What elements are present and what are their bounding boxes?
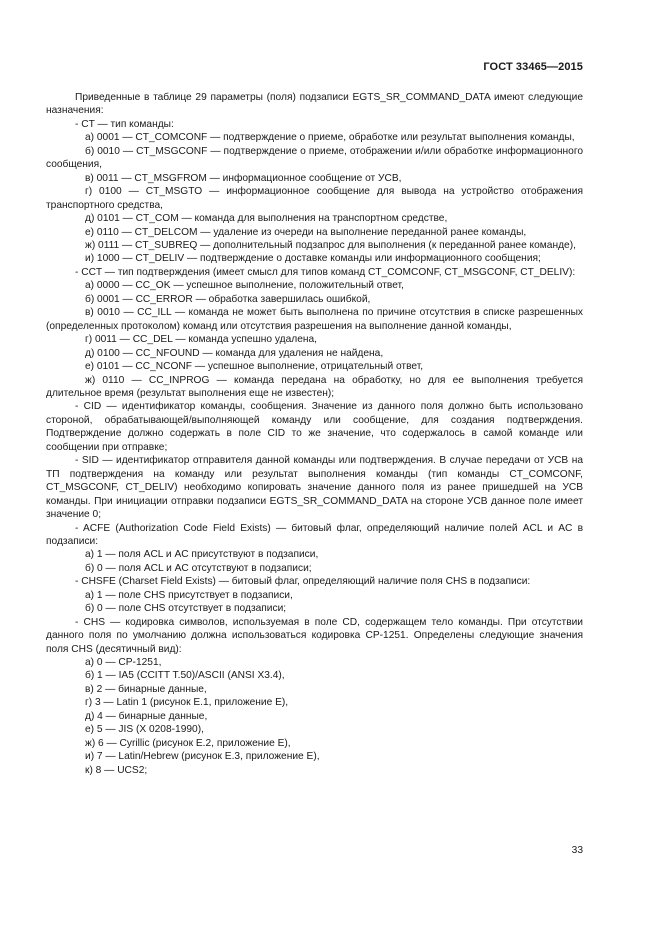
paragraph: г) 3 — Latin 1 (рисунок Е.1, приложение Е), (85, 697, 289, 709)
paragraph: е) 5 — JIS (X 0208-1990), (85, 724, 204, 736)
paragraph: - CCT — тип подтверждения (имеет смысл для типов команд CT_COMCONF, CT_MSGCONF, CT_DELIV): (75, 266, 576, 278)
paragraph: - SID — идентификатор отправителя данной команды или подтверждения. В случае передачи от УСВ на ТП подтверждения на команду или результат выполнения команды (тип команды CT_COMCONF, CT_MSGCONF, CT_DELIV) необходимо копировать значение данного поля из ранее пришедшей на УСВ команды. При инициации отправки подзаписи EGTS_SR_COMMAND_DATA на стороне УСВ данное поле имеет значение 0; (46, 455, 583, 521)
paragraph: е) 0101 — CC_NCONF — успешное выполнение, отрицательный ответ, (85, 361, 424, 373)
paragraph: б) 1 — IA5 (CCITT T.50)/ASCII (ANSI X3.4), (85, 670, 285, 682)
document-body (46, 91, 583, 777)
paragraph: а) 1 — поле CHS присутствует в подзаписи, (85, 589, 293, 601)
paragraph: - CID — идентификатор команды, сообщения. Значение из данного поля должно быть использовано стороной, обрабатывающей/выполняющей команду или сообщение, для создания подтверждения. Подтверждение должно содержать в поле CID то же значение, что содержалось в самой команде или сообщении при отправке; (46, 401, 583, 453)
paragraph: к) 8 — UCS2; (85, 764, 148, 776)
paragraph: в) 2 — бинарные данные, (85, 683, 207, 695)
paragraph: и) 7 — Latin/Hebrew (рисунок Е.3, приложение Е), (85, 751, 320, 763)
paragraph: и) 1000 — CT_DELIV — подтверждение о доставке команды или информационного сообщения; (85, 253, 541, 265)
paragraph: б) 0010 — CT_MSGCONF — подтверждение о приеме, отображении и/или обработке информационного сообщения, (46, 145, 583, 171)
paragraph: а) 0000 — CC_OK — успешное выполнение, положительный ответ, (85, 280, 404, 292)
paragraph: д) 0101 — CT_COM — команда для выполнения на транспортном средстве, (85, 213, 448, 225)
paragraph: - ACFE (Authorization Code Field Exists) — битовый флаг, определяющий наличие полей ACL и AC в подзаписи: (46, 522, 583, 547)
paragraph: е) 0110 — CT_DELCOM — удаление из очереди на выполнение переданной ранее команды, (85, 226, 527, 238)
paragraph: ж) 0110 — CC_INPROG — команда передана на обработку, но для ее выполнения требуется длительное время (результат выполнения еще не известен); (46, 374, 583, 399)
paragraph: - CHS — кодировка символов, используемая в поле CD, содержащем тело команды. При отсутствии данного поля по умолчанию должна использоваться кодировка CP-1251. Определены следующие значения поля CHS (десятичный вид): (46, 616, 583, 655)
paragraph: - CT — тип команды: (75, 118, 174, 130)
paragraph: а) 1 — поля ACL и AC присутствуют в подзаписи, (85, 549, 319, 561)
paragraph: б) 0 — поле CHS отсутствует в подзаписи; (85, 603, 287, 615)
paragraph: б) 0 — поля ACL и AC отсутствуют в подзаписи; (85, 562, 312, 574)
paragraph: ж) 0111 — CT_SUBREQ — дополнительный подзапрос для выполнения (к переданной ранее команде), (85, 239, 576, 251)
paragraph: Приведенные в таблице 29 параметры (поля) подзаписи EGTS_SR_COMMAND_DATA имеют следующие назначения: (46, 92, 583, 117)
paragraph: б) 0001 — CC_ERROR — обработка завершилась ошибкой, (85, 293, 371, 305)
paragraph: а) 0 — CP-1251, (85, 657, 162, 669)
page-number: 33 (571, 845, 583, 856)
paragraph: д) 4 — бинарные данные, (85, 710, 208, 722)
paragraph: г) 0100 — CT_MSGTO — информационное сообщение для вывода на устройство отображения транспортного средства, (46, 186, 583, 211)
paragraph: ж) 6 — Cyrillic (рисунок Е.2, приложение Е), (85, 737, 291, 749)
paragraph: в) 0011 — CT_MSGFROM — информационное сообщение от УСВ, (85, 172, 402, 184)
paragraph: г) 0011 — CC_DEL — команда успешно удалена, (85, 334, 317, 346)
paragraph: а) 0001 — CT_COMCONF — подтверждение о приеме, обработке или результат выполнения команды, (85, 132, 575, 144)
document-header: ГОСТ 33465—2015 (483, 61, 583, 73)
paragraph: д) 0100 — CC_NFOUND — команда для удаления не найдена, (85, 347, 384, 359)
paragraph: - CHSFE (Charset Field Exists) — битовый флаг, определяющий наличие поля CHS в подзаписи: (75, 576, 531, 588)
paragraph: в) 0010 — CC_ILL — команда не может быть выполнена по причине отсутствия в списке разрешенных (определенных протоколом) команд или отсутствия разрешения на выполнение данной команды, (46, 307, 583, 332)
